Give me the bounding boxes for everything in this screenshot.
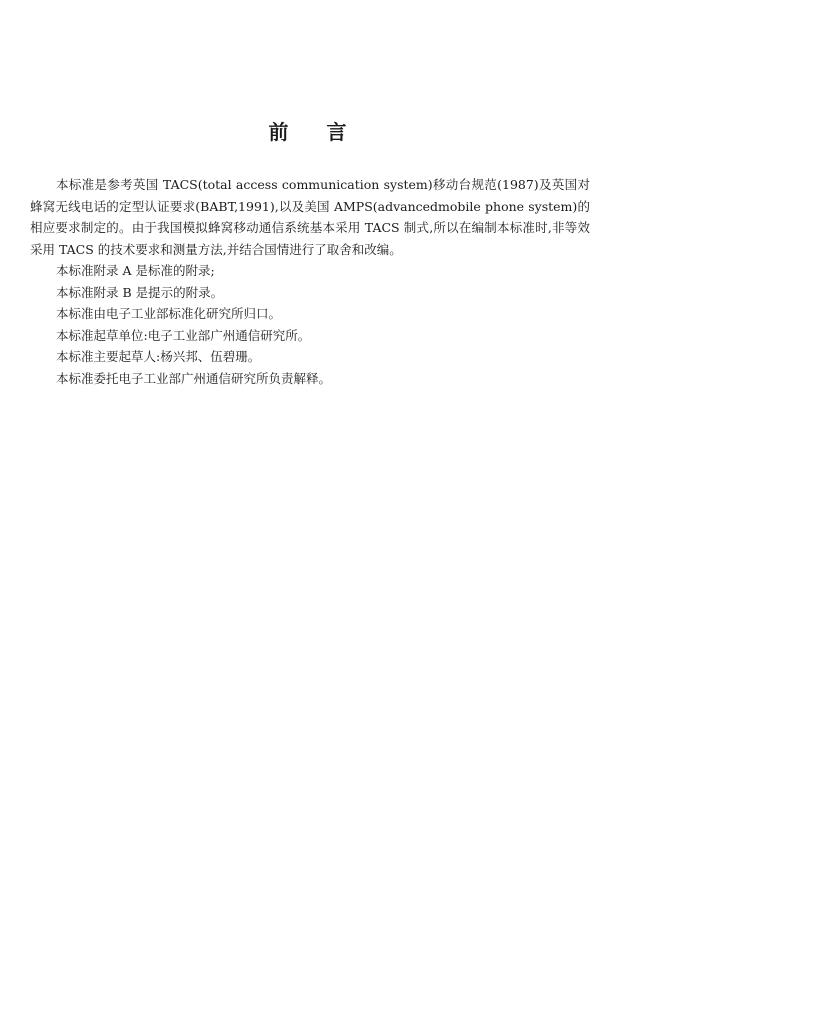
- paragraph-responsible-org: 本标准由电子工业部标准化研究所归口。: [56, 306, 282, 321]
- paragraph-drafters: 本标准主要起草人:杨兴邦、伍碧珊。: [56, 349, 261, 364]
- page-title: 前言: [268, 120, 385, 144]
- paragraph-drafting-unit: 本标准起草单位:电子工业部广州通信研究所。: [56, 327, 311, 343]
- foreword-body: [30, 174, 590, 389]
- paragraph-intro: 本标准是参考英国 TACS(total access communication system)移动台规范(1987)及英国对蜂窝无线电话的定型认证要求(BABT,1991),以及美国 AMPS(advancedmobile phone system)的相应要求制定的。由于我国模拟蜂窝移动通信系统基本采用 TACS 制式,所以在编制本标准时,非等效采用 TACS 的技术要求和测量方法,并结合国情进行了取舍和改编。: [30, 177, 590, 257]
- paragraph-appendix-a: 本标准附录 A 是标准的附录;: [56, 263, 215, 278]
- paragraph-appendix-b: 本标准附录 B 是提示的附录。: [56, 284, 224, 300]
- paragraph-interpretation: 本标准委托电子工业部广州通信研究所负责解释。: [56, 370, 332, 386]
